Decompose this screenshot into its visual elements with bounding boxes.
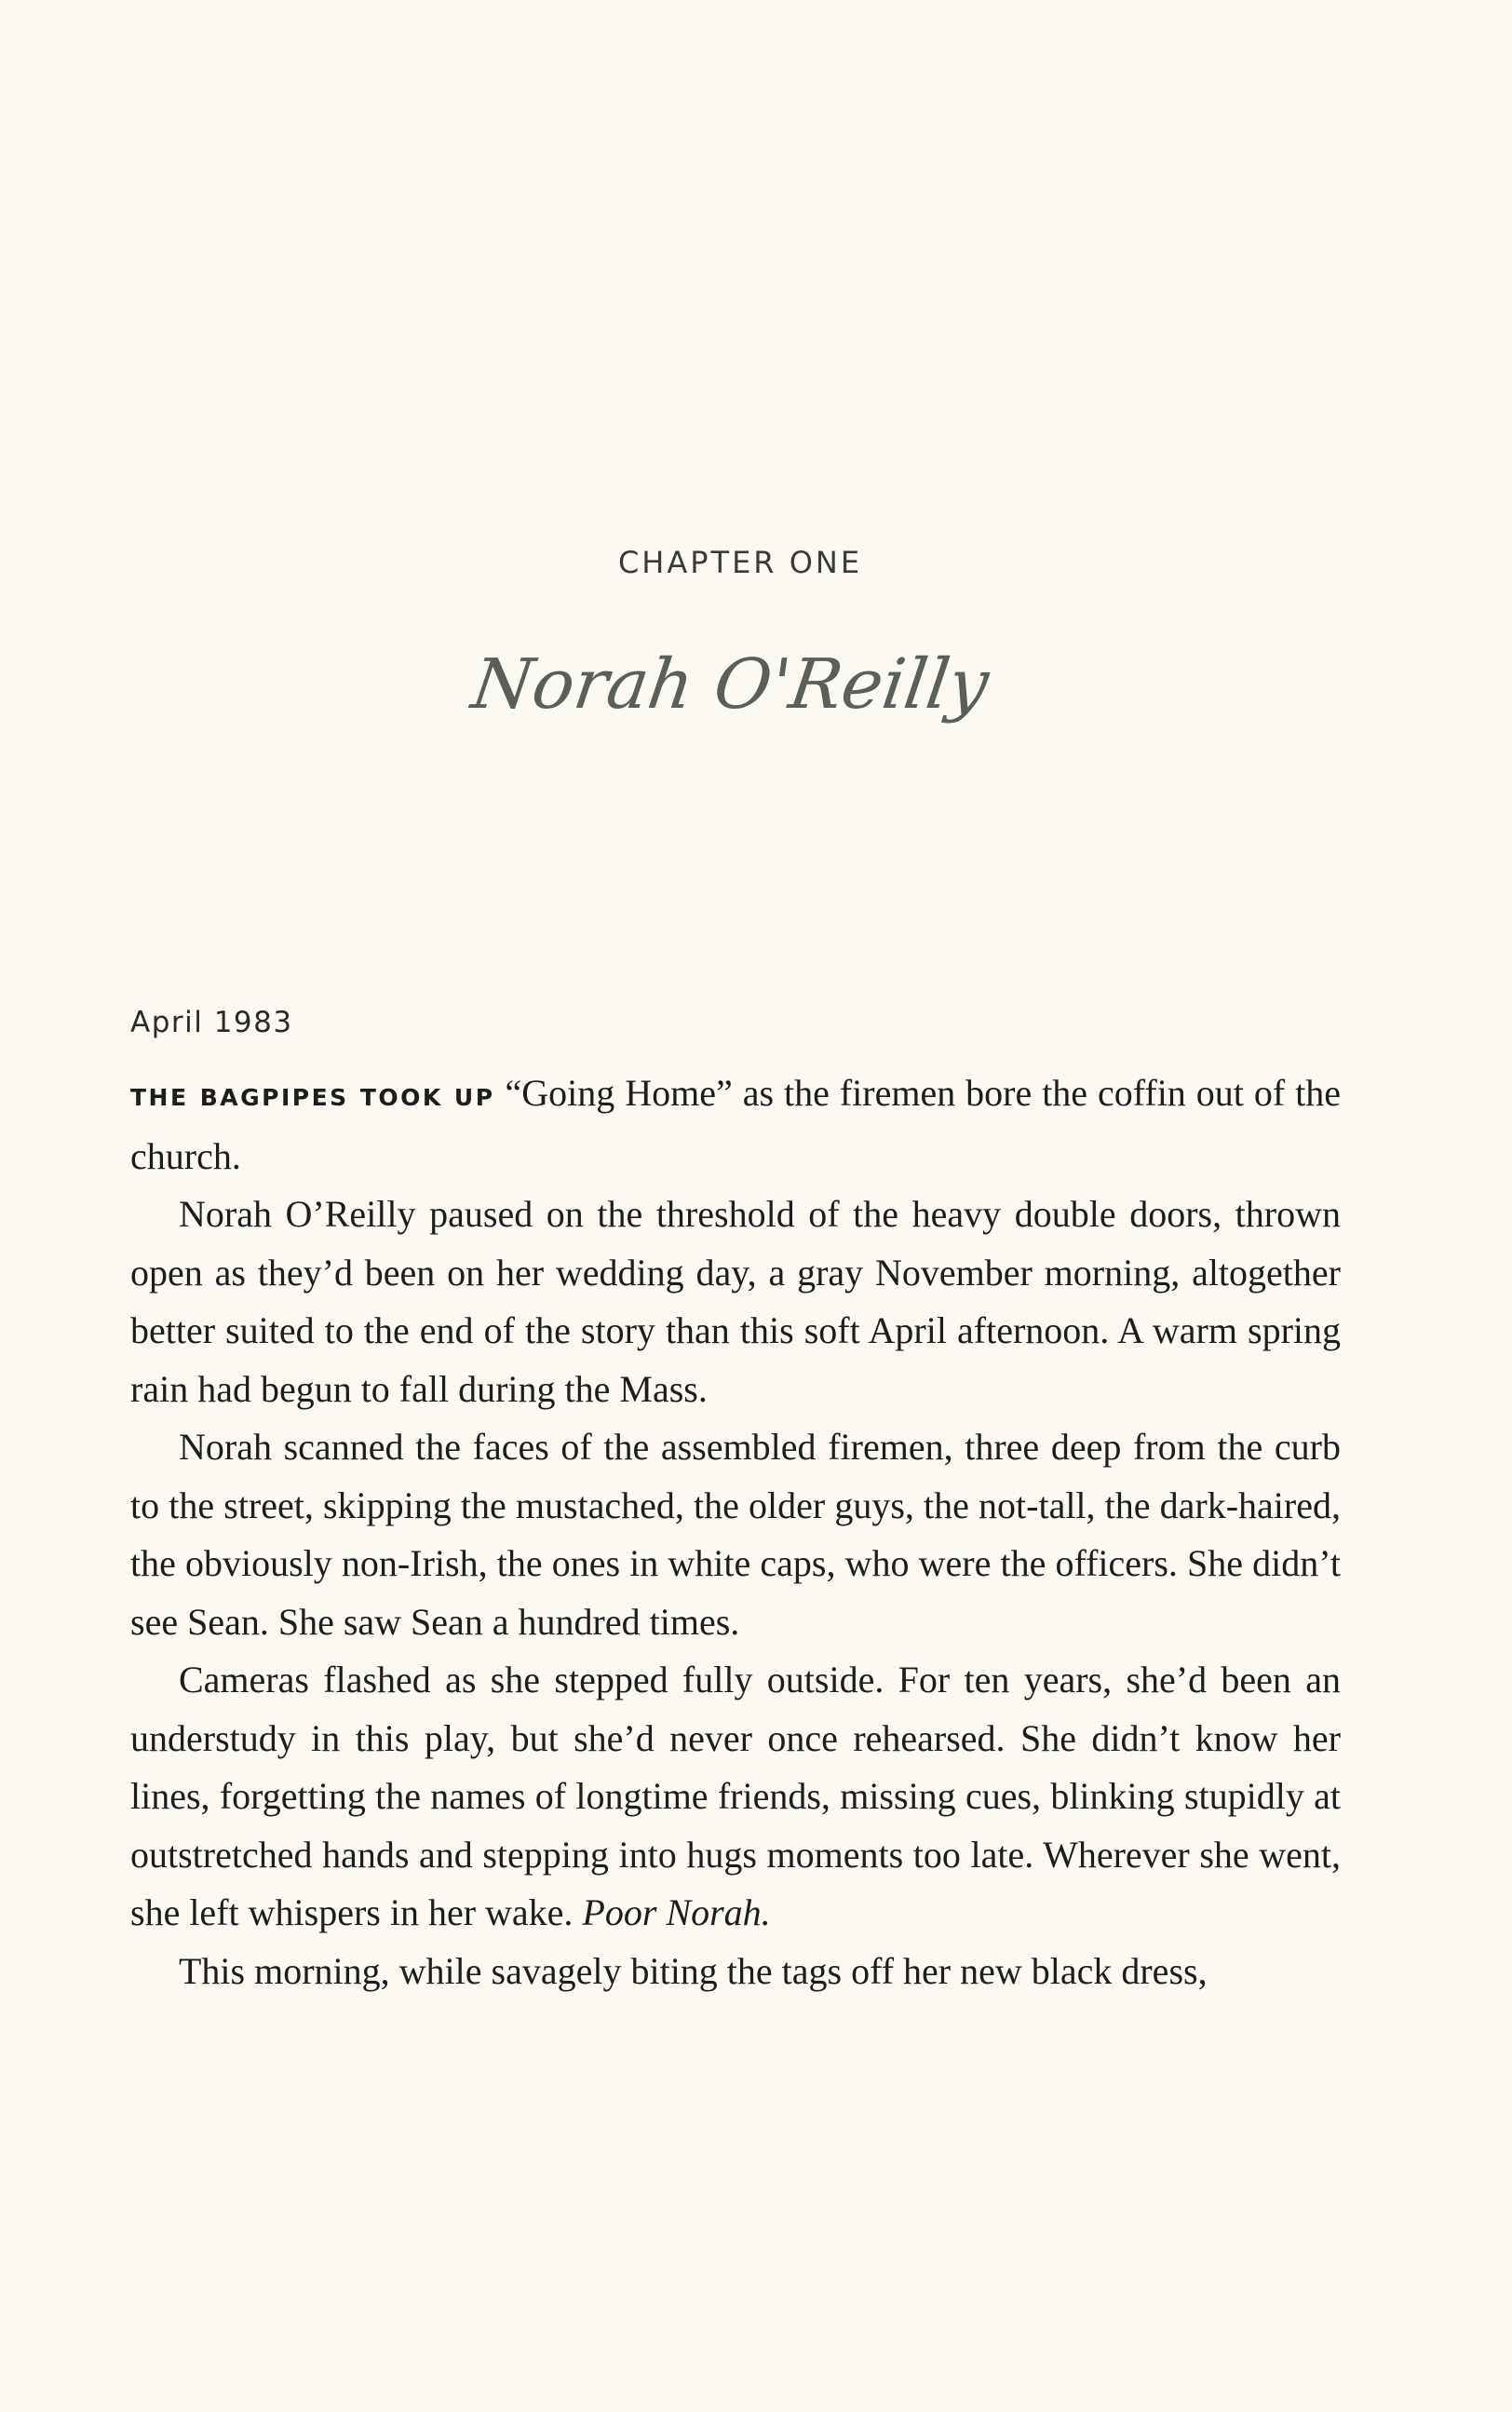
paragraph-5 (130, 1943, 1341, 2001)
dateline: April 1983 (130, 1006, 293, 1039)
paragraph-2 (130, 1186, 1341, 1418)
paragraph-text: This morning, while savagely biting the tags off her new black dress, (179, 1949, 1208, 1992)
chapter-body (130, 1064, 1341, 2000)
lead-in-small-caps: THE BAGPIPES TOOK UP (130, 1084, 495, 1111)
chapter-heading: CHAPTER ONE (617, 545, 863, 580)
signature-text: Norah O'Reilly (466, 644, 994, 725)
paragraph-text: Cameras flashed as she stepped fully outside. For ten years, she’d been an understudy in this play, but she’d never once rehearsed. She didn’t know her lines, forgetting the names of longtime friends, missing cues, blinking stupidly at outstretched hands and stepping into hugs moments too late. Wherever she went, she left whispers in her wake. (130, 1659, 1341, 1933)
paragraph-text: Norah O’Reilly paused on the threshold of the heavy double doors, thrown open as they’d been on her wedding day, a gray November morning, altogether better suited to the end of the story than this soft April afternoon. A warm spring rain had begun to fall during the Mass. (130, 1193, 1341, 1410)
italic-phrase: Poor Norah. (582, 1891, 771, 1933)
paragraph-3 (130, 1418, 1341, 1651)
paragraph-text: “Going Home” as the firemen bore the coffin out of the church. (130, 1072, 1341, 1177)
paragraph-1 (130, 1064, 1341, 1186)
paragraph-text: Norah scanned the faces of the assembled firemen, three deep from the curb to the street, skipping the mustached, the older guys, the not-tall, the dark-haired, the obviously non-Irish, the ones in white caps, who were the officers. She didn’t see Sean. She saw Sean a hundred times. (130, 1426, 1341, 1643)
paragraph-4 (130, 1651, 1341, 1943)
chapter-title-signature (0, 615, 1480, 768)
handwritten-name-image (452, 615, 1029, 764)
